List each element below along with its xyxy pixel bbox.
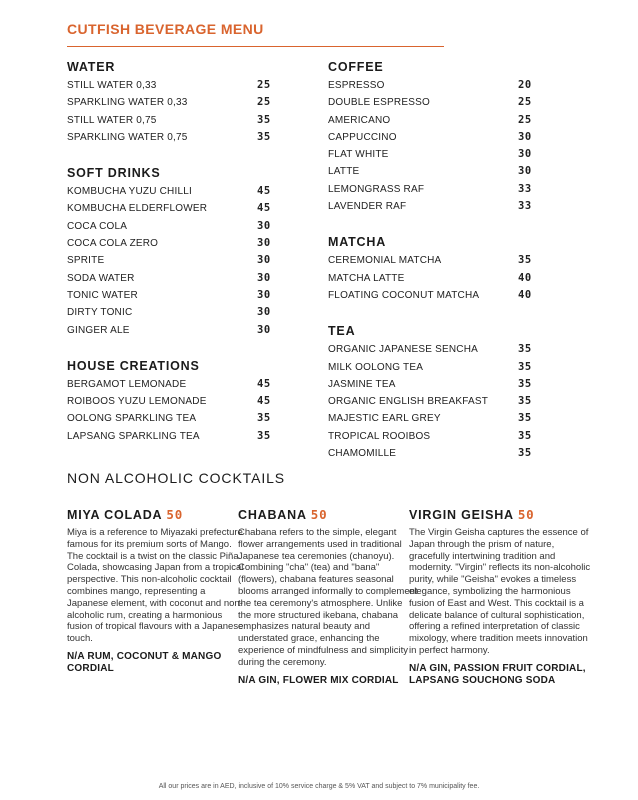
item-price: 40: [518, 288, 532, 301]
item-name: ORGANIC ENGLISH BREAKFAST: [328, 396, 489, 408]
item-price: 30: [257, 323, 271, 336]
menu-item: [67, 252, 277, 269]
item-name: STILL WATER 0,75: [67, 114, 157, 126]
menu-item: [328, 252, 538, 269]
cocktail-name: VIRGIN GEISHA: [409, 508, 514, 522]
menu-item: [67, 393, 277, 410]
menu-item: [67, 376, 277, 393]
cocktail-title: [409, 506, 591, 524]
cocktail-name: CHABANA: [238, 508, 307, 522]
section-title: SOFT DRINKS: [67, 166, 161, 181]
menu-item: [328, 287, 538, 304]
menu-item: [328, 77, 538, 94]
menu-section: [67, 57, 277, 146]
item-price: 30: [518, 130, 532, 143]
item-name: DIRTY TONIC: [67, 307, 133, 319]
menu-item: [67, 287, 277, 304]
menu-item: [328, 129, 538, 146]
item-name: BERGAMOT LEMONADE: [67, 378, 187, 390]
menu-item: [328, 112, 538, 129]
item-name: KOMBUCHA YUZU CHILLI: [67, 186, 192, 198]
item-name: DOUBLE ESPRESSO: [328, 97, 430, 109]
menu-item: [328, 270, 538, 287]
cocktail-card: [67, 506, 247, 676]
item-price: 35: [518, 412, 532, 425]
item-price: 33: [518, 200, 532, 213]
cocktail-price: 50: [310, 507, 328, 522]
item-name: LATTE: [328, 166, 360, 178]
item-name: CEREMONIAL MATCHA: [328, 255, 442, 267]
menu-item: [328, 393, 538, 410]
menu-item: [67, 112, 277, 129]
item-name: FLAT WHITE: [328, 149, 389, 161]
item-name: KOMBUCHA ELDERFLOWER: [67, 203, 208, 215]
item-price: 25: [257, 79, 271, 91]
menu-item: [67, 304, 277, 321]
cocktail-price: 50: [517, 507, 535, 522]
item-name: TROPICAL ROOIBOS: [328, 430, 431, 442]
item-price: 30: [257, 306, 271, 319]
item-price: 35: [518, 395, 532, 408]
item-price: 25: [518, 96, 532, 109]
cocktail-ingredients: N/A RUM, COCONUT & MANGO CORDIAL: [67, 650, 222, 675]
item-price: 30: [518, 148, 532, 161]
item-name: LAVENDER RAF: [328, 201, 407, 213]
menu-item: [328, 341, 538, 358]
menu-item: [67, 129, 277, 146]
item-name: STILL WATER 0,33: [67, 80, 157, 91]
menu-section: [67, 163, 277, 339]
menu-item: [67, 218, 277, 235]
menu-item: [328, 428, 538, 445]
menu-item: [67, 428, 277, 445]
item-price: 30: [518, 165, 532, 178]
menu-item: [328, 445, 538, 462]
section-title: COFFEE: [328, 60, 384, 74]
item-price: 45: [257, 185, 271, 198]
item-name: SPARKLING WATER 0,75: [67, 131, 188, 143]
cocktail-title: [67, 506, 247, 524]
cocktail-description: Miya is a reference to Miyazaki prefecture famous for its premium sorts of Mango. The cocktail is a twist on the classic Piña Colada, showcasing Japan from a tropical perspective. This non-alcoholic cocktail combines mango, representing a Japanese element, with coconut and non-alcoholic rum, creating a harmonious fusion of tropical flavours with a Japanese touch.: [67, 527, 244, 645]
menu-item: [67, 235, 277, 252]
item-price: 30: [257, 271, 271, 284]
title-divider: [67, 46, 444, 47]
menu-item: [328, 198, 538, 215]
right-menu-column: [328, 57, 538, 479]
cocktail-price: 50: [166, 507, 184, 522]
item-price: 35: [518, 447, 532, 460]
menu-section: [328, 321, 538, 462]
section-title: HOUSE CREATIONS: [67, 358, 200, 373]
item-name: COCA COLA ZERO: [67, 238, 159, 250]
item-name: LAPSANG SPARKLING TEA: [67, 430, 200, 442]
menu-item: [67, 183, 277, 200]
menu-item: [67, 410, 277, 427]
item-price: 35: [518, 360, 532, 373]
item-name: CHAMOMILLE: [328, 448, 397, 460]
cocktail-ingredients: N/A GIN, FLOWER MIX CORDIAL: [238, 674, 399, 686]
item-name: COCA COLA: [67, 220, 128, 232]
menu-item: [328, 359, 538, 376]
item-name: SPARKLING WATER 0,33: [67, 97, 188, 109]
section-title: WATER: [67, 60, 116, 74]
item-price: 35: [518, 429, 532, 442]
item-price: 35: [518, 254, 532, 267]
item-name: ROIBOOS YUZU LEMONADE: [67, 396, 207, 408]
cocktail-description: The Virgin Geisha captures the essence of Japan through the prism of nature, gracefully intertwining tradition and modernity. "Virgin" reflects its non-alcoholic purity, while "Geisha" evokes a timeless elegance, symbolizing the harmonious fusion of East and West. This cocktail is a delicate balance of cultural sophistication, offering a refined interpretation of classic mixology, where tradition meets innovation in perfect harmony.: [409, 527, 591, 656]
menu-item: [328, 146, 538, 163]
item-price: 35: [257, 113, 271, 126]
item-price: 20: [518, 79, 532, 91]
cocktail-description: Chabana refers to the simple, elegant flower arrangements used in traditional Japanese tea ceremonies (chanoyu). Combining "cha" (tea) and "bana" (flowers), chabana features seasonal blooms arranged informally to complement the tea ceremony's atmosphere. Unlike the more structured ikebana, chabana emphasizes natural beauty and understated grace, enhancing the experience of mindfulness and simplicity during the ceremony.: [238, 527, 418, 668]
cocktail-title: [238, 506, 418, 524]
item-price: 45: [257, 202, 271, 215]
item-name: JASMINE TEA: [328, 378, 396, 390]
item-price: 35: [257, 429, 271, 442]
item-price: 35: [257, 130, 271, 143]
item-price: 30: [257, 254, 271, 267]
item-price: 30: [257, 288, 271, 301]
menu-item: [67, 270, 277, 287]
menu-item: [67, 322, 277, 339]
item-name: MILK OOLONG TEA: [328, 361, 424, 373]
non-alcoholic-heading: NON ALCOHOLIC COCKTAILS: [67, 470, 286, 486]
item-price: 45: [257, 395, 271, 408]
item-name: MATCHA LATTE: [328, 272, 405, 284]
item-name: ESPRESSO: [328, 80, 385, 91]
menu-item: [67, 77, 277, 94]
menu-item: [328, 94, 538, 111]
item-price: 30: [257, 237, 271, 250]
menu-item: [67, 200, 277, 217]
item-name: MAJESTIC EARL GREY: [328, 413, 441, 425]
menu-item: [328, 410, 538, 427]
menu-section: [328, 57, 538, 215]
item-price: 35: [518, 343, 532, 356]
menu-title: CUTFISH BEVERAGE MENU: [67, 21, 264, 37]
item-price: 45: [257, 377, 271, 390]
item-price: 25: [257, 96, 271, 109]
item-name: GINGER ALE: [67, 324, 130, 336]
section-title: TEA: [328, 324, 356, 339]
item-price: 30: [257, 219, 271, 232]
menu-item: [67, 94, 277, 111]
cocktail-card: [238, 506, 418, 687]
item-name: ORGANIC JAPANESE SENCHA: [328, 344, 479, 356]
item-name: TONIC WATER: [67, 289, 138, 301]
menu-item: [328, 181, 538, 198]
item-price: 25: [518, 113, 532, 126]
item-price: 35: [518, 377, 532, 390]
left-menu-column: [67, 57, 277, 462]
price-disclaimer: All our prices are in AED, inclusive of 10% service charge & 5% VAT and subject to 7% municipality fee.: [158, 783, 480, 790]
cocktail-ingredients: N/A GIN, PASSION FRUIT CORDIAL, LAPSANG SOUCHONG SODA: [409, 662, 586, 687]
menu-item: [328, 163, 538, 180]
item-name: OOLONG SPARKLING TEA: [67, 413, 197, 425]
menu-section: [328, 232, 538, 304]
menu-section: [67, 356, 277, 445]
section-title: MATCHA: [328, 235, 387, 250]
item-price: 40: [518, 271, 532, 284]
cocktail-name: MIYA COLADA: [67, 508, 163, 522]
item-price: 33: [518, 182, 532, 195]
item-price: 35: [257, 412, 271, 425]
item-name: LEMONGRASS RAF: [328, 183, 425, 195]
item-name: CAPPUCCINO: [328, 131, 397, 143]
cocktail-card: [409, 506, 591, 688]
item-name: SODA WATER: [67, 272, 135, 284]
item-name: FLOATING COCONUT MATCHA: [328, 289, 480, 301]
item-name: AMERICANO: [328, 114, 391, 126]
item-name: SPRITE: [67, 255, 105, 267]
menu-item: [328, 376, 538, 393]
